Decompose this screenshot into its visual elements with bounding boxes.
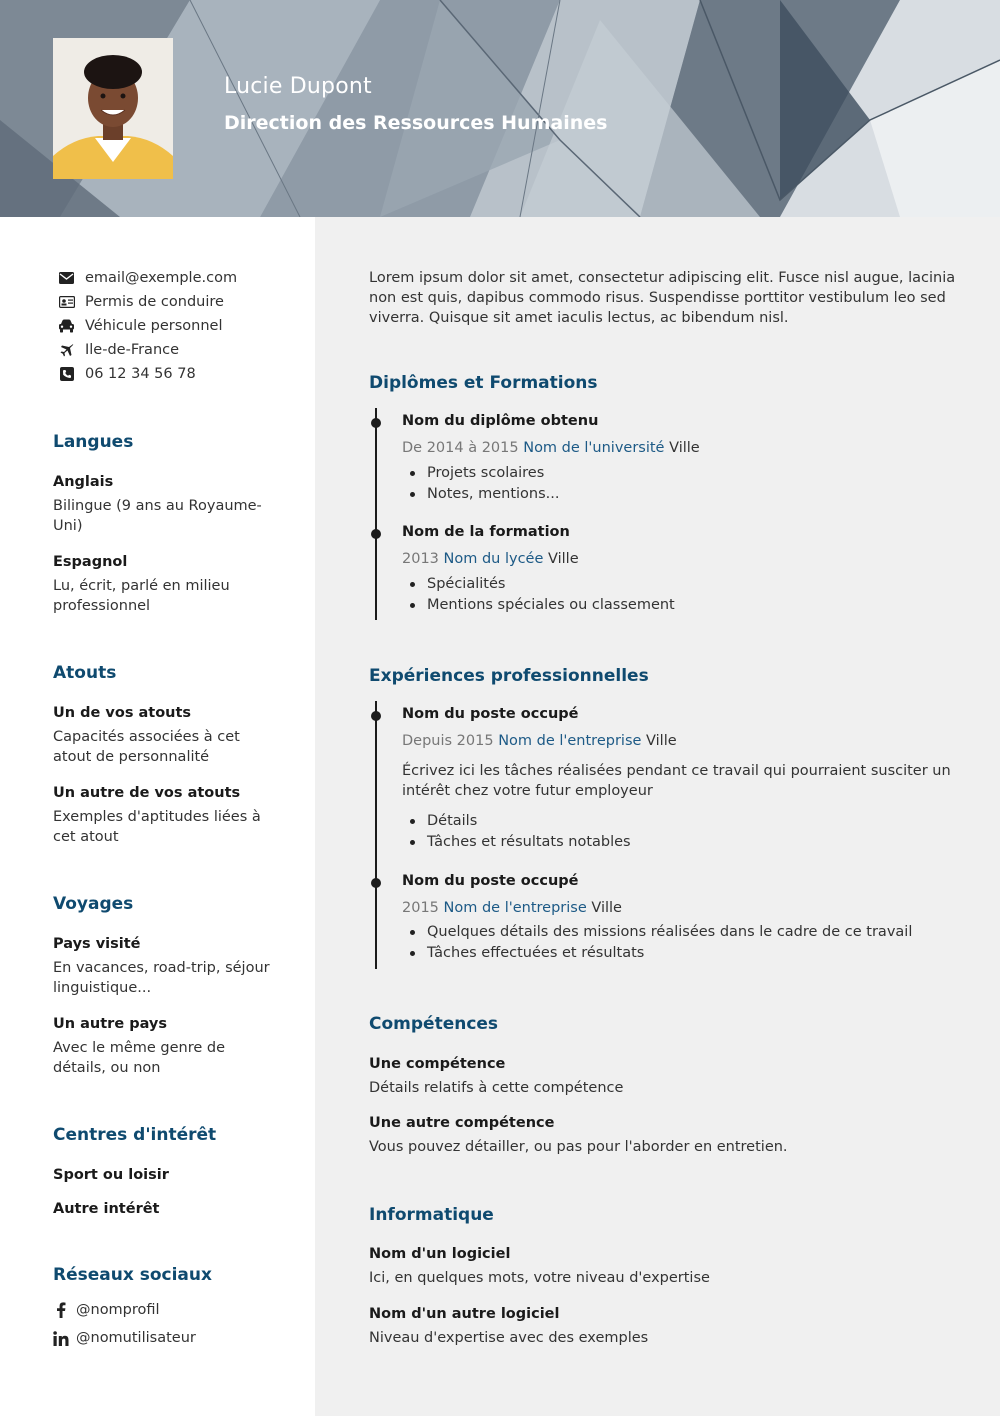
job-bullets	[402, 811, 631, 853]
language-detail-line: Bilingue (9 ans au Royaume-	[53, 498, 262, 514]
social-linkedin-handle: @nomutilisateur	[76, 1330, 196, 1346]
section-title-langues: Langues	[53, 432, 134, 452]
list-item: Tâches effectuées et résultats	[402, 943, 912, 964]
education-timeline	[375, 408, 377, 620]
asset-detail-line: atout de personnalité	[53, 749, 210, 765]
section-title-diplomes: Diplômes et Formations	[369, 373, 598, 393]
section-title-informatique: Informatique	[369, 1205, 494, 1225]
trip-name: Pays visité	[53, 936, 141, 952]
social-linkedin[interactable]	[53, 1328, 196, 1348]
trip-detail-line: détails, ou non	[53, 1060, 161, 1076]
trip-detail-line: En vacances, road-trip, séjour	[53, 960, 270, 976]
job-title: Direction des Ressources Humaines	[224, 112, 608, 134]
contact-vehicle-text: Véhicule personnel	[85, 318, 223, 334]
list-item: Projets scolaires	[402, 463, 560, 484]
job-description-line: Écrivez ici les tâches réalisées pendant ce travail qui pourraient susciter un	[402, 763, 951, 779]
contact-phone	[58, 364, 196, 384]
contact-phone-text: 06 12 34 56 78	[85, 366, 196, 382]
section-title-reseaux: Réseaux sociaux	[53, 1265, 212, 1285]
timeline-dot	[371, 418, 381, 428]
language-detail-line: professionnel	[53, 598, 151, 614]
language-detail-line: Lu, écrit, parlé en milieu	[53, 578, 230, 594]
timeline-dot	[371, 711, 381, 721]
interest-item: Sport ou loisir	[53, 1167, 169, 1183]
asset-name: Un de vos atouts	[53, 705, 192, 721]
timeline-dot	[371, 878, 381, 888]
section-title-experiences: Expériences professionnelles	[369, 666, 649, 686]
contact-vehicle	[58, 316, 223, 336]
job-position-title: Nom du poste occupé	[402, 706, 579, 722]
skill-name: Une autre compétence	[369, 1115, 555, 1131]
list-item: Notes, mentions...	[402, 484, 560, 505]
id-card-icon	[58, 294, 75, 310]
job-meta	[402, 731, 677, 751]
education-meta	[402, 549, 579, 569]
education-city: Ville	[669, 440, 700, 456]
job-company: Nom de l'entreprise	[498, 733, 642, 749]
software-name: Nom d'un autre logiciel	[369, 1306, 560, 1322]
education-meta	[402, 438, 700, 458]
asset-detail-line: cet atout	[53, 829, 119, 845]
contact-location-text: Ile-de-France	[85, 342, 180, 358]
job-city: Ville	[646, 733, 677, 749]
job-position-title: Nom du poste occupé	[402, 873, 579, 889]
job-city: Ville	[591, 900, 622, 916]
contact-email	[58, 268, 237, 288]
list-item: Spécialités	[402, 574, 675, 595]
section-title-voyages: Voyages	[53, 894, 134, 914]
job-meta	[402, 898, 622, 918]
list-item: Tâches et résultats notables	[402, 832, 631, 853]
asset-detail-line: Capacités associées à cet	[53, 729, 240, 745]
education-city: Ville	[548, 551, 579, 567]
education-bullets	[402, 463, 560, 505]
language-name: Espagnol	[53, 554, 128, 570]
section-title-interets: Centres d'intérêt	[53, 1125, 217, 1145]
contact-license	[58, 292, 224, 312]
car-icon	[58, 318, 75, 334]
list-item: Mentions spéciales ou classement	[402, 595, 675, 616]
trip-detail-line: linguistique...	[53, 980, 152, 996]
software-detail: Ici, en quelques mots, votre niveau d'expertise	[369, 1270, 710, 1286]
phone-icon	[58, 366, 75, 382]
language-detail-line: Uni)	[53, 518, 83, 534]
facebook-icon	[53, 1302, 69, 1318]
language-name: Anglais	[53, 474, 114, 490]
software-name: Nom d'un logiciel	[369, 1246, 511, 1262]
job-description-line: intérêt chez votre futur employeur	[402, 783, 653, 799]
plane-icon	[58, 342, 75, 358]
job-bullets	[402, 922, 912, 964]
asset-name: Un autre de vos atouts	[53, 785, 241, 801]
asset-detail-line: Exemples d'aptitudes liées à	[53, 809, 261, 825]
interest-item: Autre intérêt	[53, 1201, 160, 1217]
trip-name: Un autre pays	[53, 1016, 168, 1032]
list-item: Quelques détails des missions réalisées dans le cadre de ce travail	[402, 922, 912, 943]
skill-name: Une compétence	[369, 1056, 506, 1072]
education-date: De 2014 à 2015	[402, 440, 519, 456]
skill-detail: Détails relatifs à cette compétence	[369, 1080, 624, 1096]
social-facebook[interactable]	[53, 1300, 160, 1320]
contact-license-text: Permis de conduire	[85, 294, 224, 310]
job-date: 2015	[402, 900, 439, 916]
header-banner	[0, 0, 1000, 217]
education-school: Nom du lycée	[443, 551, 544, 567]
contact-location	[58, 340, 179, 360]
profile-summary-line: non est quis, dapibus commodo risus. Suspendisse porttitor vestibulum leo sed	[369, 290, 946, 306]
candidate-name: Lucie Dupont	[224, 74, 372, 99]
education-title: Nom du diplôme obtenu	[402, 413, 599, 429]
envelope-icon	[58, 270, 75, 286]
profile-summary-line: Lorem ipsum dolor sit amet, consectetur adipiscing elit. Fusce nisl augue, lacinia	[369, 270, 956, 286]
contact-email-text: email@exemple.com	[85, 270, 238, 286]
section-title-atouts: Atouts	[53, 663, 117, 683]
education-date: 2013	[402, 551, 439, 567]
experience-timeline	[375, 701, 377, 969]
section-title-competences: Compétences	[369, 1014, 499, 1034]
software-detail: Niveau d'expertise avec des exemples	[369, 1330, 649, 1346]
job-date: Depuis 2015	[402, 733, 494, 749]
linkedin-icon	[53, 1330, 69, 1346]
timeline-dot	[371, 529, 381, 539]
skill-detail: Vous pouvez détailler, ou pas pour l'aborder en entretien.	[369, 1139, 788, 1155]
profile-summary-line: viverra. Quisque sit amet iaculis lectus, ac bibendum nisl.	[369, 310, 789, 326]
education-school: Nom de l'université	[523, 440, 665, 456]
education-bullets	[402, 574, 675, 616]
list-item: Détails	[402, 811, 631, 832]
education-title: Nom de la formation	[402, 524, 570, 540]
profile-photo	[53, 38, 173, 179]
social-facebook-handle: @nomprofil	[76, 1302, 160, 1318]
job-company: Nom de l'entreprise	[443, 900, 587, 916]
trip-detail-line: Avec le même genre de	[53, 1040, 226, 1056]
